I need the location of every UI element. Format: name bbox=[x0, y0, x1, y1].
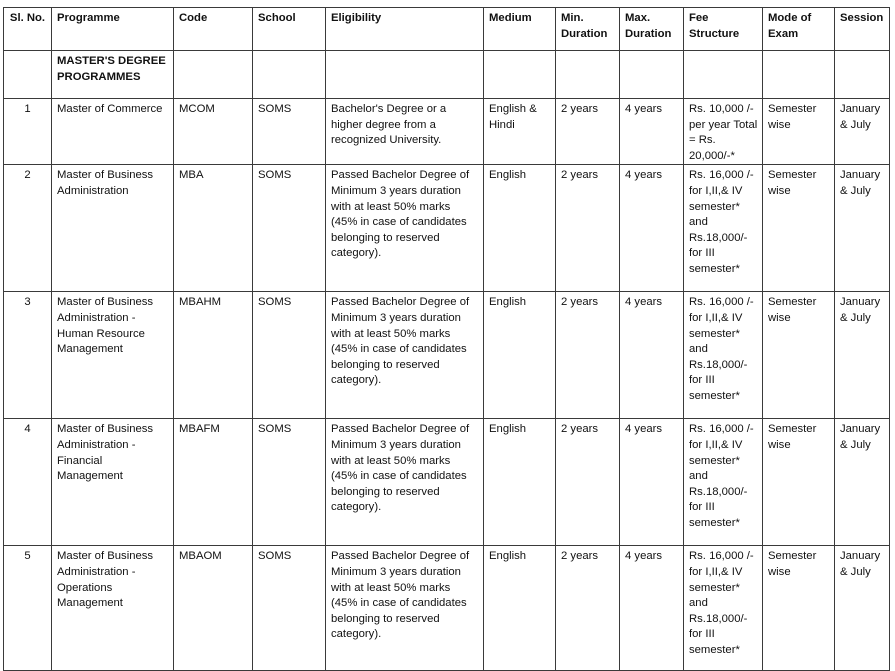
cell-school: SOMS bbox=[253, 99, 326, 165]
cell-programme: Master of Commerce bbox=[52, 99, 174, 165]
cell-mode-of-exam: Semester wise bbox=[763, 546, 835, 671]
cell-mode-of-exam: Semester wise bbox=[763, 165, 835, 292]
section-empty-cell bbox=[484, 51, 556, 99]
cell-fee-structure: Rs. 16,000 /- for I,II,& IV semester* and Rs.18,000/- for III semester* bbox=[684, 546, 763, 671]
cell-eligibility: Passed Bachelor Degree of Minimum 3 years duration with at least 50% marks (45% in case of candidates belonging to reserved category). bbox=[326, 546, 484, 671]
cell-session: January & July bbox=[835, 419, 890, 546]
cell-mode-of-exam: Semester wise bbox=[763, 292, 835, 419]
section-title: MASTER'S DEGREE PROGRAMMES bbox=[52, 51, 174, 99]
cell-min-duration: 2 years bbox=[556, 419, 620, 546]
cell-session: January & July bbox=[835, 546, 890, 671]
cell-fee-structure: Rs. 10,000 /- per year Total = Rs. 20,000/-* bbox=[684, 99, 763, 165]
cell-max-duration: 4 years bbox=[620, 546, 684, 671]
section-empty-cell bbox=[174, 51, 253, 99]
section-empty-cell bbox=[253, 51, 326, 99]
cell-programme: Master of Business Administration bbox=[52, 165, 174, 292]
section-empty-cell bbox=[620, 51, 684, 99]
header-row bbox=[4, 8, 890, 51]
section-row bbox=[4, 51, 890, 99]
cell-medium: English bbox=[484, 165, 556, 292]
cell-max-duration: 4 years bbox=[620, 419, 684, 546]
cell-min-duration: 2 years bbox=[556, 165, 620, 292]
cell-eligibility: Bachelor's Degree or a higher degree from a recognized University. bbox=[326, 99, 484, 165]
cell-session: January & July bbox=[835, 292, 890, 419]
cell-session: January & July bbox=[835, 165, 890, 292]
cell-min-duration: 2 years bbox=[556, 546, 620, 671]
programme-table bbox=[3, 7, 890, 671]
cell-school: SOMS bbox=[253, 546, 326, 671]
table-row bbox=[4, 165, 890, 292]
cell-code: MBAFM bbox=[174, 419, 253, 546]
cell-programme: Master of Business Administration - Financial Management bbox=[52, 419, 174, 546]
cell-code: MCOM bbox=[174, 99, 253, 165]
programme-document bbox=[3, 7, 890, 671]
cell-eligibility: Passed Bachelor Degree of Minimum 3 years duration with at least 50% marks (45% in case of candidates belonging to reserved category). bbox=[326, 419, 484, 546]
cell-medium: English bbox=[484, 419, 556, 546]
header-eligibility: Eligibility bbox=[326, 8, 484, 51]
cell-max-duration: 4 years bbox=[620, 99, 684, 165]
header-min-duration: Min. Duration bbox=[556, 8, 620, 51]
cell-programme: Master of Business Administration - Human Resource Management bbox=[52, 292, 174, 419]
cell-fee-structure: Rs. 16,000 /- for I,II,& IV semester* and Rs.18,000/- for III semester* bbox=[684, 292, 763, 419]
cell-sl-no: 4 bbox=[4, 419, 52, 546]
header-medium: Medium bbox=[484, 8, 556, 51]
cell-sl-no: 5 bbox=[4, 546, 52, 671]
cell-code: MBA bbox=[174, 165, 253, 292]
cell-code: MBAHM bbox=[174, 292, 253, 419]
cell-sl-no: 1 bbox=[4, 99, 52, 165]
cell-min-duration: 2 years bbox=[556, 99, 620, 165]
cell-medium: English & Hindi bbox=[484, 99, 556, 165]
cell-eligibility: Passed Bachelor Degree of Minimum 3 years duration with at least 50% marks (45% in case of candidates belonging to reserved category). bbox=[326, 292, 484, 419]
header-max-duration: Max. Duration bbox=[620, 8, 684, 51]
cell-school: SOMS bbox=[253, 292, 326, 419]
cell-mode-of-exam: Semester wise bbox=[763, 99, 835, 165]
section-empty-cell bbox=[4, 51, 52, 99]
cell-programme: Master of Business Administration - Operations Management bbox=[52, 546, 174, 671]
cell-fee-structure: Rs. 16,000 /- for I,II,& IV semester* and Rs.18,000/- for III semester* bbox=[684, 165, 763, 292]
header-school: School bbox=[253, 8, 326, 51]
table-row bbox=[4, 99, 890, 165]
section-empty-cell bbox=[835, 51, 890, 99]
cell-eligibility: Passed Bachelor Degree of Minimum 3 years duration with at least 50% marks (45% in case of candidates belonging to reserved category). bbox=[326, 165, 484, 292]
cell-fee-structure: Rs. 16,000 /- for I,II,& IV semester* and Rs.18,000/- for III semester* bbox=[684, 419, 763, 546]
cell-medium: English bbox=[484, 546, 556, 671]
cell-mode-of-exam: Semester wise bbox=[763, 419, 835, 546]
cell-max-duration: 4 years bbox=[620, 165, 684, 292]
table-row bbox=[4, 546, 890, 671]
header-sl-no: Sl. No. bbox=[4, 8, 52, 51]
cell-sl-no: 2 bbox=[4, 165, 52, 292]
header-mode-of-exam: Mode of Exam bbox=[763, 8, 835, 51]
cell-sl-no: 3 bbox=[4, 292, 52, 419]
cell-medium: English bbox=[484, 292, 556, 419]
cell-school: SOMS bbox=[253, 165, 326, 292]
section-empty-cell bbox=[763, 51, 835, 99]
section-empty-cell bbox=[684, 51, 763, 99]
header-fee-structure: Fee Structure bbox=[684, 8, 763, 51]
cell-max-duration: 4 years bbox=[620, 292, 684, 419]
header-session: Session bbox=[835, 8, 890, 51]
table-row bbox=[4, 292, 890, 419]
section-empty-cell bbox=[556, 51, 620, 99]
cell-min-duration: 2 years bbox=[556, 292, 620, 419]
cell-session: January & July bbox=[835, 99, 890, 165]
cell-school: SOMS bbox=[253, 419, 326, 546]
table-row bbox=[4, 419, 890, 546]
cell-code: MBAOM bbox=[174, 546, 253, 671]
header-code: Code bbox=[174, 8, 253, 51]
header-programme: Programme bbox=[52, 8, 174, 51]
section-empty-cell bbox=[326, 51, 484, 99]
